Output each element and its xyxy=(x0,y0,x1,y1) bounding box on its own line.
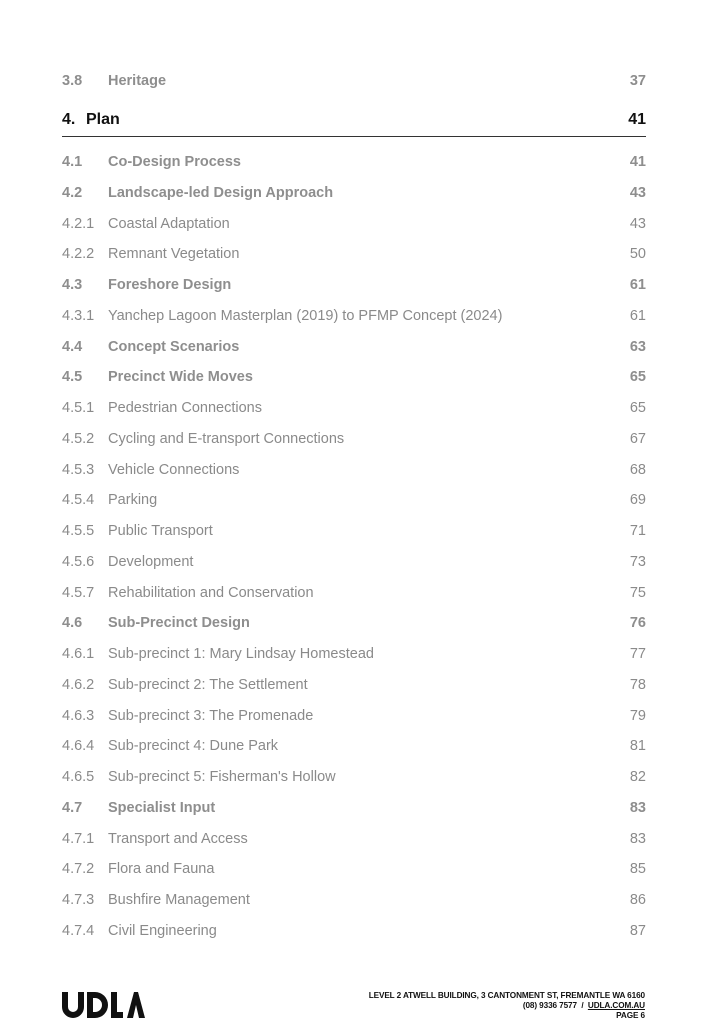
toc-entry[interactable] xyxy=(62,151,646,173)
toc-entry-page: 65 xyxy=(629,369,646,386)
toc-entry-number: 4.3.1 xyxy=(62,307,95,324)
toc-entry-page: 83 xyxy=(629,799,646,816)
toc-entry-page: 41 xyxy=(628,111,646,128)
toc-entry-number: 4.5.3 xyxy=(62,461,95,478)
toc-entry-title: Pedestrian Connections xyxy=(108,400,262,416)
toc-entry-page: 79 xyxy=(629,707,646,724)
toc-entry[interactable] xyxy=(62,766,646,788)
toc-entry-title: Sub-precinct 4: Dune Park xyxy=(108,738,279,755)
toc-entry-page: 43 xyxy=(629,215,646,232)
toc-entry-number: 4.5.5 xyxy=(62,523,95,539)
toc-entry-number: 4.5.6 xyxy=(62,553,95,570)
toc-entry-title: Rehabilitation and Conservation xyxy=(108,584,314,601)
toc-entry-title: Civil Engineering xyxy=(108,922,217,939)
toc-entry-page: 43 xyxy=(629,184,646,201)
toc-entry[interactable] xyxy=(62,582,646,604)
toc-entry-number: 4. xyxy=(62,111,76,128)
toc-entry[interactable] xyxy=(62,797,646,819)
toc-entry[interactable] xyxy=(62,520,646,542)
toc-entry-title: Foreshore Design xyxy=(108,277,232,293)
toc-entry-title: Precinct Wide Moves xyxy=(108,369,253,386)
toc-entry-number: 4.5.7 xyxy=(62,584,95,601)
toc-entry-number: 4.1 xyxy=(62,154,83,170)
toc-entry-title: Sub-Precinct Design xyxy=(108,615,250,632)
toc-entry-number: 4.7 xyxy=(62,799,83,816)
toc-entry[interactable] xyxy=(62,551,646,573)
toc-entry-page: 65 xyxy=(629,400,646,416)
toc-entry[interactable] xyxy=(62,366,646,388)
toc-entry-page: 69 xyxy=(629,492,646,509)
toc-entry-page: 63 xyxy=(629,338,646,355)
toc-entry-title: Sub-precinct 2: The Settlement xyxy=(108,676,308,693)
toc-entry-number: 4.6 xyxy=(62,615,83,632)
toc-entry-title: Parking xyxy=(108,492,158,509)
toc-entry-title: Development xyxy=(108,553,194,570)
toc-entry[interactable] xyxy=(62,735,646,757)
toc-entry[interactable] xyxy=(62,920,646,942)
toc-entry-title: Transport and Access xyxy=(108,830,248,847)
toc-entry[interactable] xyxy=(62,643,646,665)
toc-entry-number: 4.2 xyxy=(62,184,83,201)
toc-entry-title: Yanchep Lagoon Masterplan (2019) to PFMP Concept (2024) xyxy=(108,307,503,324)
toc-entry-number: 4.7.2 xyxy=(62,861,95,878)
toc-entry[interactable] xyxy=(62,858,646,880)
footer-separator: / xyxy=(581,1001,584,1010)
toc-entry[interactable] xyxy=(62,213,646,235)
toc-entry-page: 68 xyxy=(629,461,646,478)
toc-entry[interactable] xyxy=(62,305,646,327)
toc-entry[interactable] xyxy=(62,243,646,265)
toc-entry-number: 3.8 xyxy=(62,73,83,89)
toc-entry-title: Flora and Fauna xyxy=(108,861,215,878)
toc-entry-page: 50 xyxy=(629,246,646,263)
toc-entry-page: 77 xyxy=(629,646,646,662)
toc-entry-page: 71 xyxy=(629,523,646,539)
footer-contact-line xyxy=(369,1001,645,1011)
toc-entry-page: 83 xyxy=(629,830,646,847)
toc-entry[interactable] xyxy=(62,674,646,696)
toc-entry-number: 4.6.5 xyxy=(62,769,95,785)
chapter-divider-rule xyxy=(62,136,646,137)
toc-entry[interactable] xyxy=(62,612,646,634)
toc-entry-page: 41 xyxy=(629,154,646,170)
toc-entry-number: 4.5.2 xyxy=(62,430,95,447)
toc-entry-title: Heritage xyxy=(108,73,167,89)
toc-entry-title: Vehicle Connections xyxy=(108,461,240,478)
toc-entry[interactable] xyxy=(62,274,646,296)
toc-entry-page: 85 xyxy=(629,861,646,878)
toc-entry-number: 4.4 xyxy=(62,338,83,355)
udla-logo xyxy=(61,991,145,1019)
toc-entry-number: 4.2.1 xyxy=(62,215,95,232)
toc-entry-page: 67 xyxy=(629,430,646,447)
toc-entry-title: Sub-precinct 1: Mary Lindsay Homestead xyxy=(108,646,374,662)
toc-chapter-row[interactable] xyxy=(62,109,646,131)
toc-entry-number: 4.5.4 xyxy=(62,492,95,509)
toc-entry[interactable] xyxy=(62,489,646,511)
toc-entry-number: 4.6.3 xyxy=(62,707,95,724)
toc-entry[interactable] xyxy=(62,70,646,92)
toc-entry[interactable] xyxy=(62,459,646,481)
toc-entry[interactable] xyxy=(62,397,646,419)
toc-entry-number: 4.7.3 xyxy=(62,892,95,908)
toc-entry-title: Specialist Input xyxy=(108,799,216,816)
toc-entry-number: 4.5 xyxy=(62,369,83,386)
toc-entry-title: Bushfire Management xyxy=(108,892,250,908)
toc-entry-title: Landscape-led Design Approach xyxy=(108,184,334,201)
toc-entry[interactable] xyxy=(62,182,646,204)
footer-contact xyxy=(369,991,645,1021)
toc-entry-page: 78 xyxy=(629,676,646,693)
footer-website-link[interactable]: UDLA.COM.AU xyxy=(587,1001,645,1010)
toc-entry-number: 4.6.4 xyxy=(62,738,95,755)
toc-entry-title: Plan xyxy=(86,111,120,128)
toc-entry[interactable] xyxy=(62,705,646,727)
toc-entry-page: 37 xyxy=(629,73,646,89)
toc-entry-page: 75 xyxy=(629,584,646,601)
footer-phone: (08) 9336 7577 xyxy=(522,1001,577,1010)
toc-entry-page: 61 xyxy=(629,277,646,293)
toc-entry-title: Coastal Adaptation xyxy=(108,215,230,232)
toc-entry-page: 61 xyxy=(629,307,646,324)
toc-entry-title: Concept Scenarios xyxy=(108,338,240,355)
toc-entry-page: 87 xyxy=(629,922,646,939)
toc-entry-page: 76 xyxy=(629,615,646,632)
toc-entry[interactable] xyxy=(62,428,646,450)
toc-entry[interactable] xyxy=(62,828,646,850)
toc-entry-number: 4.5.1 xyxy=(62,400,95,416)
toc-entry-title: Cycling and E-transport Connections xyxy=(108,430,345,447)
toc-entry[interactable] xyxy=(62,889,646,911)
toc-entry-number: 4.6.1 xyxy=(62,646,95,662)
toc-entry-page: 86 xyxy=(629,892,646,908)
toc-entry-number: 4.6.2 xyxy=(62,676,95,693)
toc-entry-page: 82 xyxy=(629,769,646,785)
toc-entry-number: 4.7.1 xyxy=(62,830,95,847)
toc-entry-title: Public Transport xyxy=(108,523,213,539)
toc-entry-title: Remnant Vegetation xyxy=(108,246,240,263)
toc-entry-number: 4.7.4 xyxy=(62,922,95,939)
toc-entry-title: Sub-precinct 5: Fisherman's Hollow xyxy=(108,769,336,785)
toc-entry-title: Co-Design Process xyxy=(108,154,241,170)
footer-address: LEVEL 2 ATWELL BUILDING, 3 CANTONMENT ST, FREMANTLE WA 6160 xyxy=(368,991,645,1000)
toc-entry-number: 4.2.2 xyxy=(62,246,95,263)
toc-entry-title: Sub-precinct 3: The Promenade xyxy=(108,707,314,724)
toc-entry[interactable] xyxy=(62,336,646,358)
toc-entry-number: 4.3 xyxy=(62,277,83,293)
footer-page-number: PAGE 6 xyxy=(616,1011,645,1020)
toc-entry-page: 81 xyxy=(629,738,646,755)
toc-entry-page: 73 xyxy=(629,553,646,570)
